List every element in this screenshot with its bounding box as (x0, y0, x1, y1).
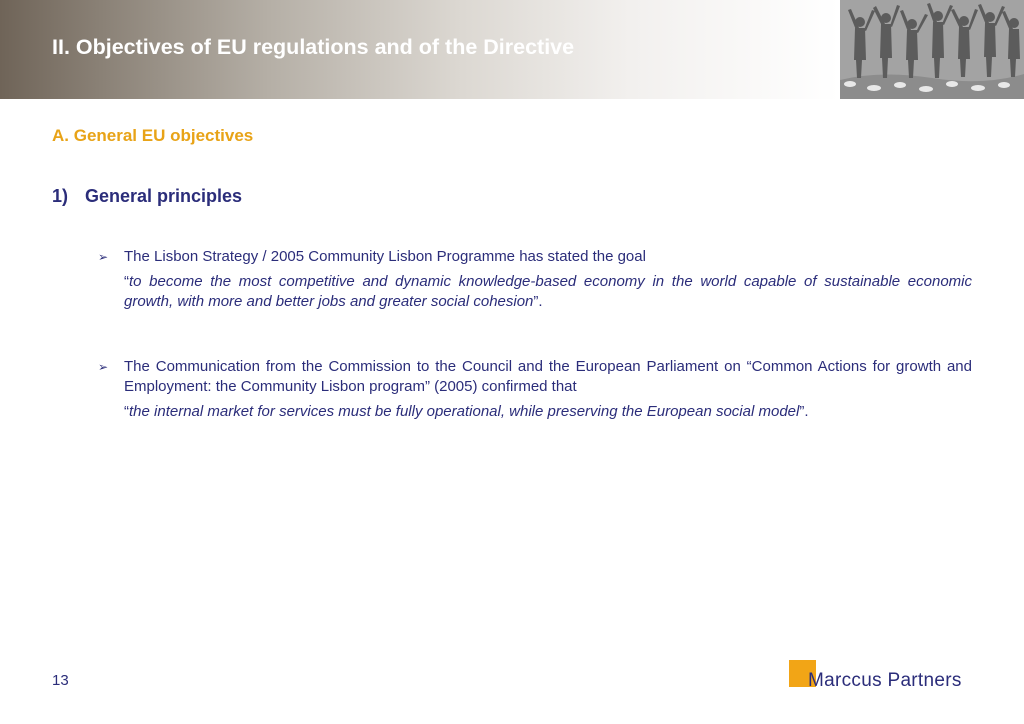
header-band (0, 0, 840, 99)
quote-close: ”. (533, 293, 543, 310)
header-photo (840, 0, 1024, 99)
bullet-quote (124, 402, 972, 422)
quote-text: to become the most competitive and dynamic knowledge-based economy in the world capable of sustainable economic growth, with more and better jobs and greater social cohesion (124, 273, 972, 310)
subsection-number: 1) (52, 186, 69, 206)
section-heading: A. General EU objectives (52, 126, 254, 145)
quote-close: ”. (799, 403, 809, 420)
subsection-label: General principles (85, 186, 243, 206)
bullet-text: The Communication from the Commission to the Council and the European Parliament on “Common Actions for growth and Employment: the Community Lisbon program” (2005) confirmed that (124, 358, 972, 395)
subsection-heading (52, 186, 242, 207)
arrow-bullet-icon: ➢ (98, 250, 109, 264)
page-number: 13 (52, 672, 69, 689)
slide-title: II. Objectives of EU regulations and of the Directive (52, 35, 575, 59)
company-logo: Marccus Partners (808, 670, 962, 691)
bullet-quote (124, 272, 972, 312)
quote-open: “ (124, 273, 129, 290)
bullet-commission-communication (98, 357, 972, 422)
quote-open: “ (124, 403, 129, 420)
quote-text: the internal market for services must be fully operational, while preserving the European social model (129, 403, 800, 420)
bullet-lisbon-strategy (98, 247, 972, 312)
bullet-text: The Lisbon Strategy / 2005 Community Lisbon Programme has stated the goal (124, 248, 646, 265)
dancing-people-photo-icon (840, 0, 1024, 99)
arrow-bullet-icon: ➢ (98, 360, 109, 374)
